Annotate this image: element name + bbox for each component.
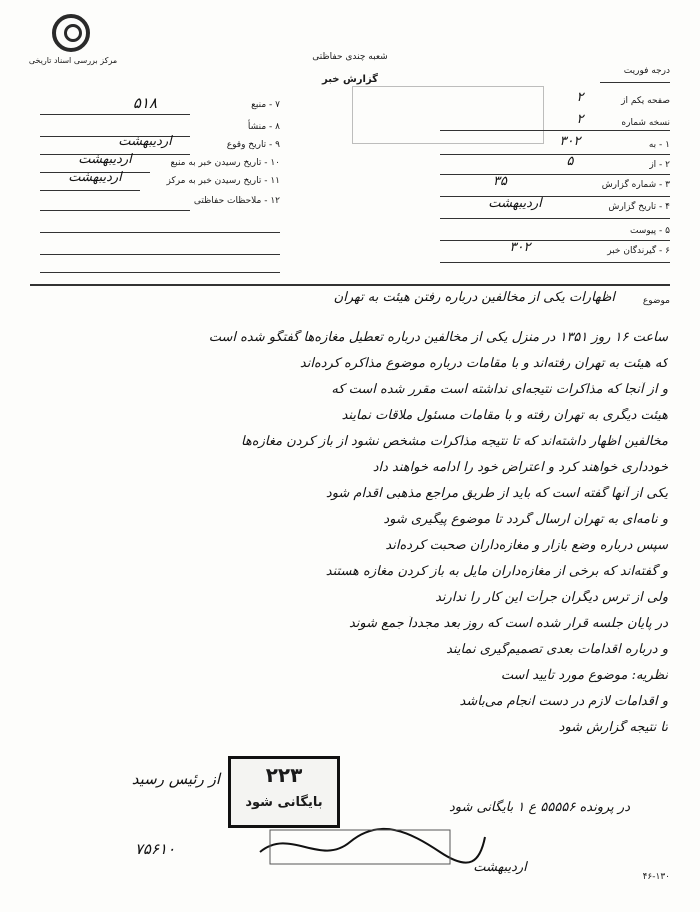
stamp-number: ۲۲۳ <box>265 763 303 787</box>
form-title: گزارش خبر <box>321 74 378 85</box>
field-value-recipients: ۳۰۲ <box>509 240 531 255</box>
section-divider <box>30 284 670 286</box>
body-line: ساعت ۱۶ روز ۱۳۵۱ در منزل یکی از مخالفین درباره تعطیل مغازه‌ها گفتگو شده است <box>208 330 668 345</box>
urgency-label: درجه فوریت <box>623 66 670 76</box>
field-line <box>40 272 280 273</box>
center-note: در پرونده ۵۵۵۵۶ ع ۱ بایگانی شود <box>448 800 630 815</box>
field-value-source-date: اردیبهشت <box>78 152 132 167</box>
left-note: از رئیس رسید <box>131 770 220 788</box>
signature-mark <box>250 822 490 872</box>
field-value-to: ۳۰۲ <box>559 134 581 149</box>
field-label-recipients: ۶ - گیرندگان خبر <box>607 246 670 256</box>
field-value-event-date: اردیبهشت <box>118 134 172 149</box>
center-date: اردیبهشت <box>473 860 527 875</box>
field-label-attachment: ۵ - پیوست <box>629 226 670 236</box>
field-label-security-notes: ۱۲ - ملاحظات حفاظتی <box>193 196 280 206</box>
body-line: و از آنجا که مذاکرات نتیجه‌ای نداشته است مقرر شده است که <box>331 382 668 397</box>
body-line: ولی از ترس دیگران جرأت این کار را ندارند <box>435 590 668 605</box>
field-value-report-no: ۳۵ <box>493 174 507 189</box>
stamp-label: بایگانی شود <box>245 795 323 810</box>
body-line: مخالفین اظهار داشته‌اند که تا نتیجه مذاکرات مشخص نشود از باز کردن مغازه‌ها <box>240 434 668 449</box>
archive-stamp <box>228 756 340 828</box>
field-value-source: ۵۱۸ <box>132 94 158 112</box>
field-line <box>440 218 670 219</box>
field-label-source: ۷ - منبع <box>251 100 280 110</box>
field-value-from: ۵ <box>566 154 574 169</box>
archive-logo-icon <box>52 14 90 52</box>
field-label-from: ۲ - از <box>649 160 670 170</box>
field-label-copy: نسخه شماره <box>621 118 670 128</box>
field-value-center-date: اردیبهشت <box>68 170 122 185</box>
left-number: ۷۵۶۱۰ <box>134 840 176 858</box>
body-line: و گفته‌اند که برخی از مغازه‌داران مایل به باز کردن مغازه هستند <box>325 564 668 579</box>
archive-logo <box>18 14 128 66</box>
body-line: و درباره اقدامات بعدی تصمیم‌گیری نمایند <box>446 642 668 657</box>
field-line <box>40 210 190 211</box>
field-label-event-date: ۹ - تاریخ وقوع <box>226 140 280 150</box>
body-line: یکی از آنها گفته است که باید از طریق مراجع مذهبی اقدام شود <box>325 486 668 501</box>
field-line <box>40 190 140 191</box>
field-label-report-date: ۴ - تاریخ گزارش <box>608 202 670 212</box>
field-label-to: ۱ - به <box>648 140 670 150</box>
body-line: در پایان جلسه قرار شده است که روز بعد مجدداً جمع شوند <box>348 616 668 631</box>
body-line: هیئت دیگری به تهران رفته و با مقامات مسئول ملاقات نمایند <box>341 408 668 423</box>
body-line: و نامه‌ای به تهران ارسال گردد تا موضوع پیگیری شود <box>383 512 668 527</box>
field-line <box>440 262 670 263</box>
subject-label: موضوع <box>642 296 670 306</box>
body-line: نظریه: موضوع مورد تأیید است <box>500 668 668 683</box>
field-line <box>40 254 280 255</box>
body-line: سپس درباره وضع بازار و مغازه‌داران صحبت کرده‌اند <box>385 538 668 553</box>
field-line <box>440 130 670 131</box>
body-line: و اقدامات لازم در دست انجام می‌باشد <box>459 694 668 709</box>
logo-text: مرکز بررسی اسناد تاریخی <box>28 56 118 65</box>
field-label-source-date: ۱۰ - تاریخ رسیدن خبر به منبع <box>170 158 280 168</box>
field-label-report-no: ۳ - شماره گزارش <box>601 180 670 190</box>
field-label-page: صفحه یکم از <box>621 96 670 106</box>
urgency-line <box>600 82 670 83</box>
field-line <box>40 232 280 233</box>
footer-code: ۴۶-۱۳۰ <box>642 872 670 882</box>
body-line: تا نتیجه گزارش شود <box>558 720 668 735</box>
body-line: که هیئت به تهران رفته‌اند و با مقامات درباره موضوع مذاکره کرده‌اند <box>299 356 668 371</box>
body-line: خودداری خواهند کرد و اعتراض خود را ادامه خواهند داد <box>372 460 668 475</box>
registration-stamp <box>352 86 544 144</box>
department-heading: شعبه چندی حفاظتی <box>312 52 388 62</box>
field-value-page: ۲ <box>576 90 584 105</box>
field-label-origin: ۸ - منشأ <box>247 122 280 132</box>
subject-text: اظهارات یکی از مخالفین درباره رفتن هیئت به تهران <box>333 290 615 305</box>
field-value-report-date: اردیبهشت <box>488 196 542 211</box>
field-label-center-date: ۱۱ - تاریخ رسیدن خبر به مرکز <box>166 176 280 186</box>
field-value-copy: ۲ <box>576 112 584 127</box>
field-line <box>40 114 190 115</box>
